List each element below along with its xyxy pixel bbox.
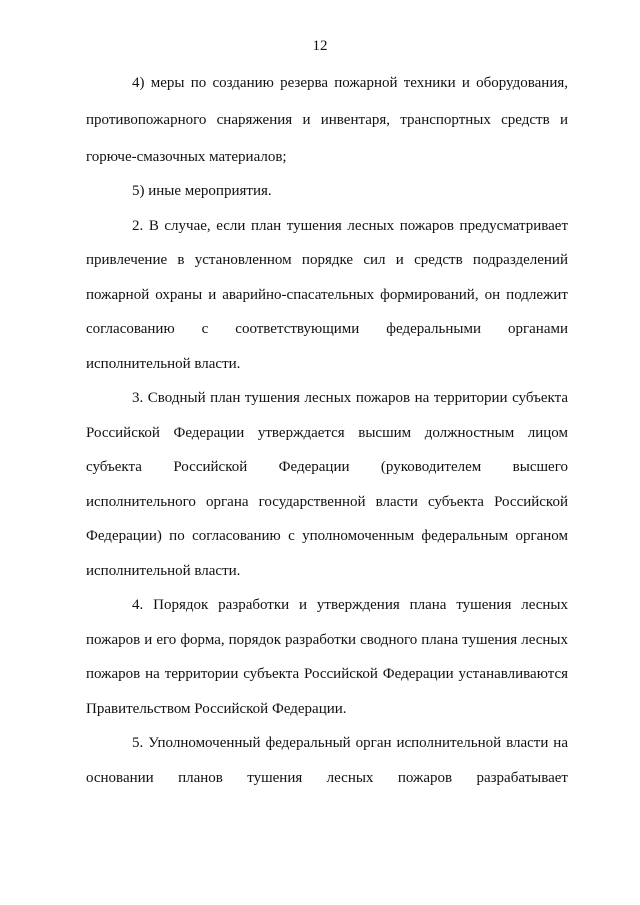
text-line: 5. Уполномоченный федеральный орган исполнительной власти на — [132, 735, 568, 751]
text-line: пожаров и его форма, порядок разработки сводного плана тушения лесных — [86, 632, 568, 648]
text-line: горюче-смазочных материалов; — [86, 149, 287, 165]
text-line: 2. В случае, если план тушения лесных пожаров предусматривает — [132, 218, 568, 234]
text-line: исполнительной власти. — [86, 356, 241, 372]
text-line: субъекта Российской Федерации (руководителем высшего — [86, 459, 568, 475]
text-line: пожаров на территории субъекта Российской Федерации устанавливаются — [86, 666, 568, 682]
text-line: Федерации) по согласованию с уполномоченным федеральным органом — [86, 528, 568, 544]
text-line: исполнительной власти. — [86, 563, 241, 579]
text-line: согласованию с соответствующими федеральными органами — [86, 321, 568, 337]
text-line: 4. Порядок разработки и утверждения плана тушения лесных — [132, 597, 568, 613]
text-line: исполнительного органа государственной власти субъекта Российской — [86, 494, 568, 510]
page-number: 12 — [312, 38, 328, 54]
text-line: 4) меры по созданию резерва пожарной техники и оборудования, — [132, 75, 568, 91]
text-line: противопожарного снаряжения и инвентаря, транспортных средств и — [86, 112, 568, 128]
text-line: привлечение в установленном порядке сил и средств подразделений — [86, 252, 568, 268]
text-line: пожарной охраны и аварийно-спасательных формирований, он подлежит — [86, 287, 568, 303]
text-line: 5) иные мероприятия. — [132, 183, 272, 199]
text-line: 3. Сводный план тушения лесных пожаров на территории субъекта — [132, 390, 568, 406]
text-line: Российской Федерации утверждается высшим должностным лицом — [86, 425, 568, 441]
text-line: Правительством Российской Федерации. — [86, 701, 347, 717]
text-line: основании планов тушения лесных пожаров разрабатывает — [86, 770, 568, 786]
